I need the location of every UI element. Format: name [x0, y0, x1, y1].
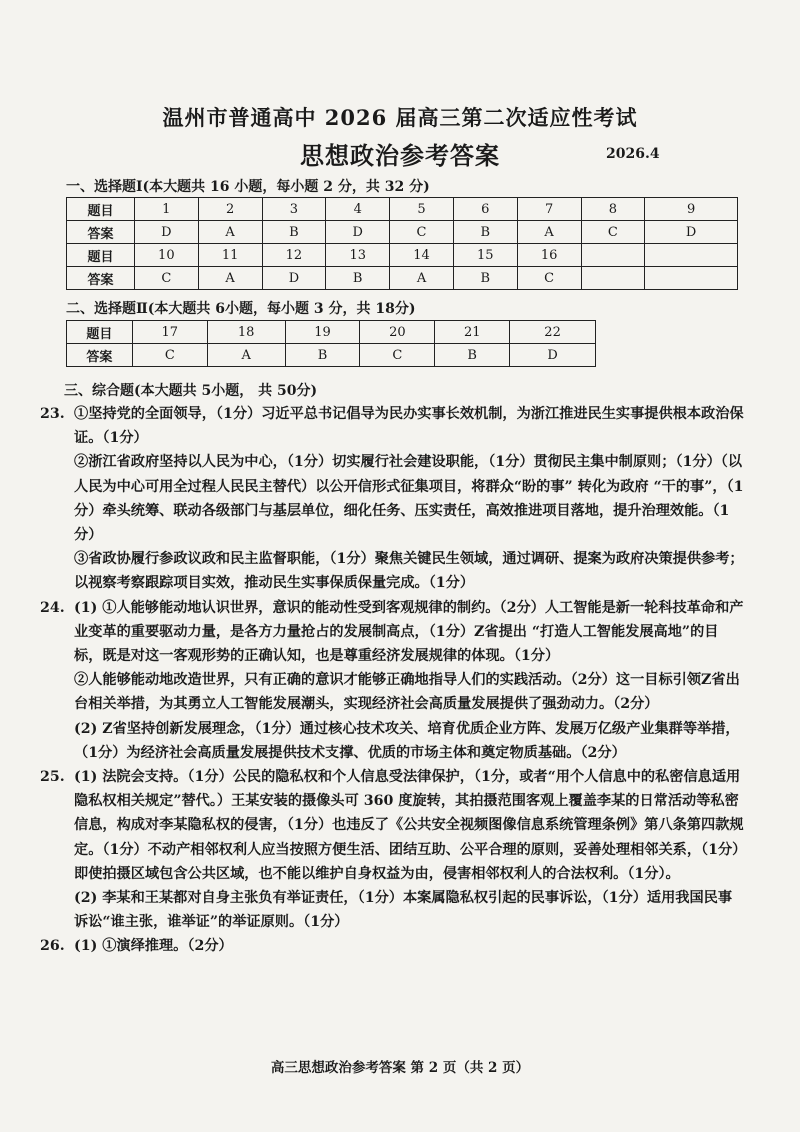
answers-body: [40, 402, 744, 959]
table-row: [67, 267, 738, 290]
page-footer: 高三思想政治参考答案 第 2 页（共 2 页）: [270, 1060, 530, 1076]
answer-paragraph: (1) ①人能够能动地认识世界，意识的能动性受到客观规律的制约。（2分）人工智能是新一轮科技革命和产业变革的重要驱动力量，是各方力量抢占的发展制高点，（1分）Z省提出 “打造人工智能发展高地”的目标，既是对这一客观形势的正确认知，也是尊重经济发展规律的体现。（1分）: [74, 599, 744, 665]
table-cell: C: [360, 344, 435, 367]
table-cell: 18: [207, 321, 285, 344]
table-cell: [645, 267, 738, 290]
section2-heading: 二、选择题Ⅱ(本大题共 6小题，每小题 3 分，共 18分): [66, 301, 416, 317]
row-header-cell: 答案: [67, 221, 135, 244]
question-25: [40, 765, 744, 934]
table-cell: C: [132, 344, 207, 367]
table-cell: C: [517, 267, 581, 290]
table-cell: 6: [453, 198, 517, 221]
row-header-cell: 题目: [67, 198, 135, 221]
table-cell: 20: [360, 321, 435, 344]
table-cell: B: [435, 344, 510, 367]
document-title: 思想政治参考答案: [300, 141, 500, 170]
table-cell: D: [134, 221, 198, 244]
row-header-cell: 答案: [67, 344, 133, 367]
section3-heading: 三、综合题(本大题共 5小题， 共 50分): [64, 383, 318, 399]
row-header-cell: 题目: [67, 244, 135, 267]
table-cell: B: [326, 267, 390, 290]
table-cell: D: [262, 267, 326, 290]
answer-paragraph: ②人能够能动地改造世界，只有正确的意识才能够正确地指导人们的实践活动。（2分）这一目标引领Z省出台相关举措，为其勇立人工智能发展潮头，实现经济社会高质量发展提供了强劲动力。（2分）: [74, 672, 740, 713]
table-cell: 17: [132, 321, 207, 344]
table-cell: A: [207, 344, 285, 367]
answer-paragraph: (1) ①演绎推理。（2分）: [74, 938, 233, 955]
table-cell: 16: [517, 244, 581, 267]
row-header-cell: 答案: [67, 267, 135, 290]
table-cell: 2: [198, 198, 262, 221]
table-cell: 4: [326, 198, 390, 221]
table-row: [67, 198, 738, 221]
answer-paragraph: (2) Z省坚持创新发展理念，（1分）通过核心技术攻关、培育优质企业方阵、发展万亿级产业集群等举措，（1分）为经济社会高质量发展提供技术支撑、优质的市场主体和奠定物质基础。（2分）: [74, 720, 740, 761]
table-cell: A: [198, 267, 262, 290]
table-cell: 7: [517, 198, 581, 221]
question-number: 23.: [40, 406, 65, 422]
table-cell: B: [262, 221, 326, 244]
answer-paragraph: ②浙江省政府坚持以人民为中心，（1分）切实履行社会建设职能，（1分）贯彻民主集中制原则；（1分）（以人民为中心可用全过程人民民主替代）以公开信形式征集项目，将群众“盼的事” 转化为政府 “干的事”，（1分）牵头统筹、联动各级部门与基层单位，细化任务、压实责任，高效推进项目落地，提升治理效能。（1分）: [74, 454, 744, 544]
answer-paragraph: (2) 李某和王某都对自身主张负有举证责任，（1分）本案属隐私权引起的民事诉讼，（1分）适用我国民事诉讼“谁主张，谁举证”的举证原则。（1分）: [74, 890, 733, 931]
table-cell: [581, 244, 645, 267]
table-cell: B: [453, 267, 517, 290]
table-cell: [645, 244, 738, 267]
answer-paragraph: ③省政协履行参政议政和民主监督职能，（1分）聚焦关键民生领域，通过调研、提案为政府决策提供参考；以视察考察跟踪项目实效，推动民生实事保质保量完成。（1分）: [74, 551, 744, 592]
table-cell: 15: [453, 244, 517, 267]
answer-paragraph: ①坚持党的全面领导，（1分）习近平总书记倡导为民办实事长效机制，为浙江推进民生实事提供根本政治保证。（1分）: [74, 406, 744, 447]
question-26: [40, 934, 744, 958]
table-cell: 19: [285, 321, 360, 344]
table-cell: 1: [134, 198, 198, 221]
table-cell: C: [134, 267, 198, 290]
table-cell: 11: [198, 244, 262, 267]
exam-title: 温州市普通高中 2026 届高三第二次适应性考试: [162, 105, 638, 130]
table-row: [67, 244, 738, 267]
table-cell: D: [510, 344, 596, 367]
exam-date: 2026.4: [606, 146, 660, 162]
table-cell: D: [326, 221, 390, 244]
question-number: 25.: [40, 769, 65, 786]
section2-table: [66, 320, 596, 367]
table-cell: 22: [510, 321, 596, 344]
question-number: 26.: [40, 938, 65, 955]
table-cell: B: [453, 221, 517, 244]
table-cell: A: [390, 267, 454, 290]
table-cell: 14: [390, 244, 454, 267]
table-cell: 10: [134, 244, 198, 267]
section1-table: [66, 197, 738, 290]
table-cell: 9: [645, 198, 738, 221]
table-cell: C: [390, 221, 454, 244]
table-cell: 8: [581, 198, 645, 221]
table-cell: 13: [326, 244, 390, 267]
table-cell: B: [285, 344, 360, 367]
answer-paragraph: (1) 法院会支持。（1分）公民的隐私权和个人信息受法律保护，（1分，或者“用个人信息中的私密信息适用隐私权相关规定”替代。）王某安装的摄像头可 360 度旋转，其拍摄范围客观上覆盖李某的日常活动等私密信息，构成对李某隐私权的侵害，（1分）也违反了《公共安全视频图像信息系统管理条例》第八条第四款规定。（1分）不动产相邻权利人应当按照方便生活、团结互助、公平合理的原则，妥善处理相邻关系，（1分）即使拍摄区域包含公共区域，也不能以维护自身权益为由，侵害相邻权利人的合法权利。（1分）。: [74, 769, 744, 882]
table-cell: [581, 267, 645, 290]
table-row: [67, 221, 738, 244]
question-number: 24.: [40, 599, 65, 616]
section1-heading: 一、选择题Ⅰ(本大题共 16 小题，每小题 2 分，共 32 分): [66, 179, 430, 195]
table-cell: 21: [435, 321, 510, 344]
table-cell: A: [198, 221, 262, 244]
table-cell: 3: [262, 198, 326, 221]
question-24: [40, 596, 744, 765]
table-cell: D: [645, 221, 738, 244]
table-row: [67, 344, 596, 367]
table-cell: A: [517, 221, 581, 244]
row-header-cell: 题目: [67, 321, 133, 344]
table-row: [67, 321, 596, 344]
question-23: [40, 402, 744, 596]
table-cell: C: [581, 221, 645, 244]
table-cell: 12: [262, 244, 326, 267]
table-cell: 5: [390, 198, 454, 221]
